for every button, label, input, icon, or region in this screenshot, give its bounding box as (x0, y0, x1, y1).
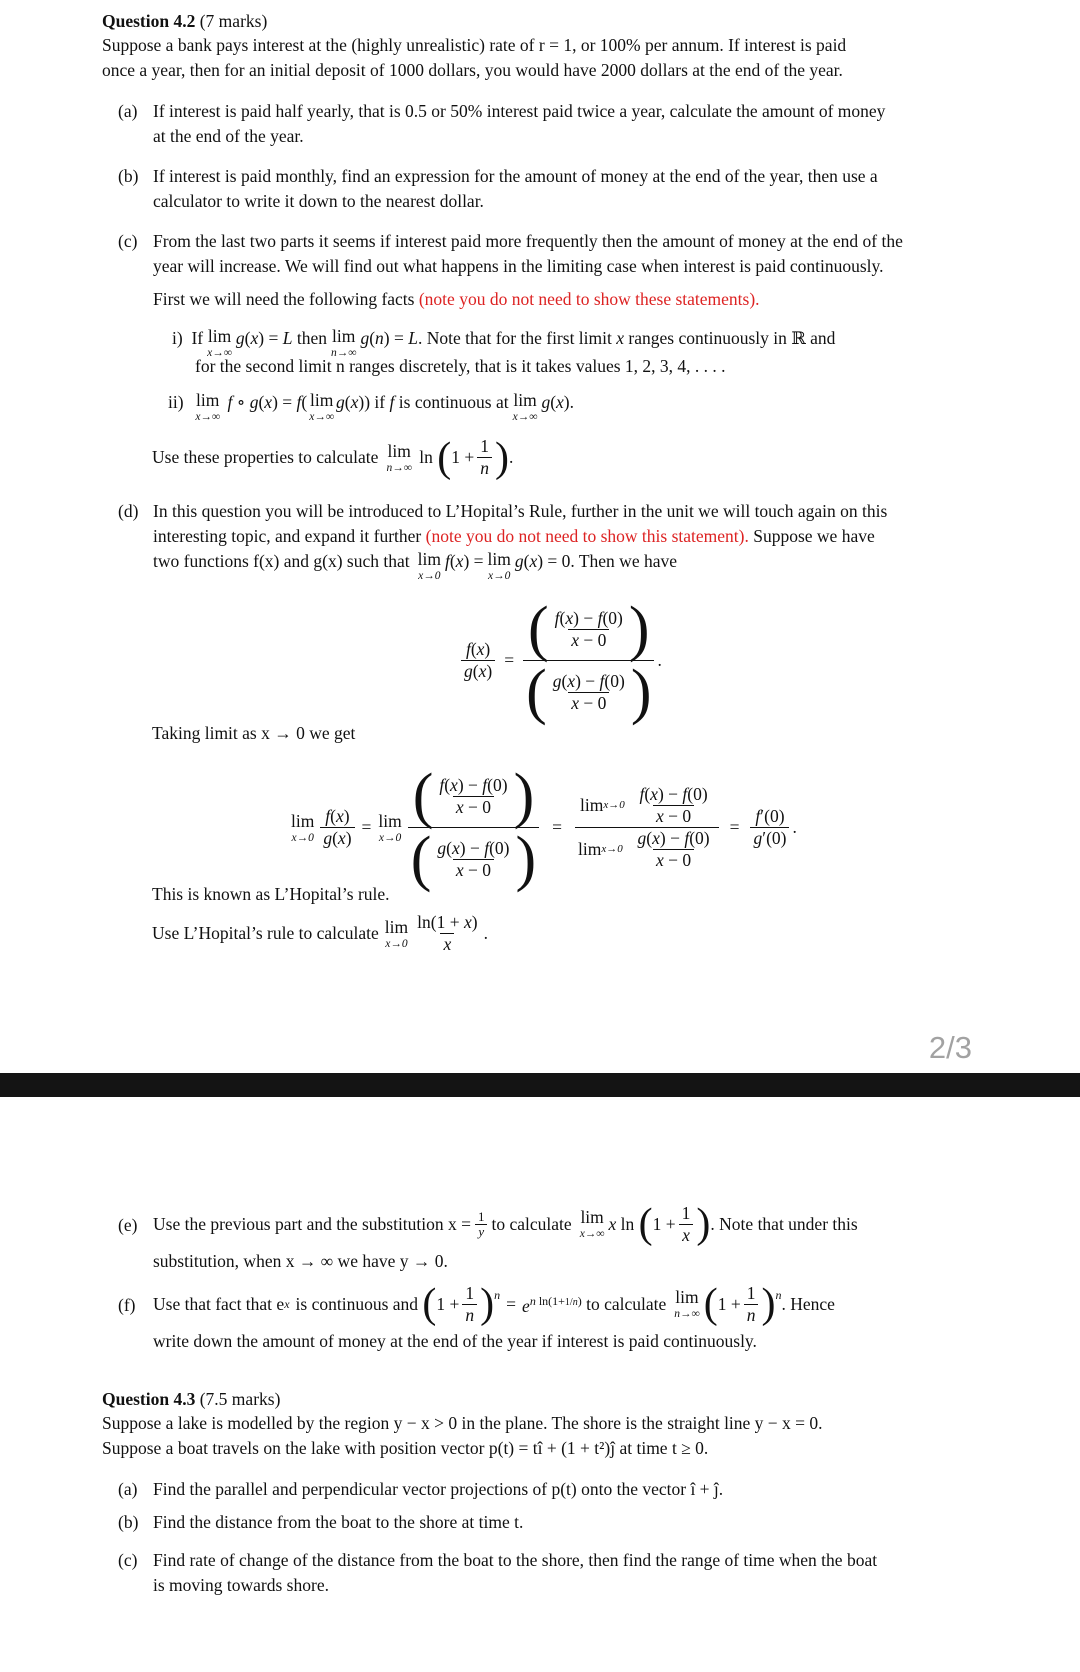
fact-ii-label: ii) (168, 392, 184, 412)
intro-line-2: once a year, then for an initial deposit of 1000 dollars, you would have 2000 dollars at the end of the year. (102, 60, 843, 80)
part-c-line-1: From the last two parts it seems if interest paid more frequently then the amount of money at the end of the (153, 231, 903, 251)
part-a-label: (a) (118, 101, 138, 121)
part-d-line-2: interesting topic, and expand it further (note you do not need to show this statement). Suppose we have (153, 526, 875, 546)
q43-part-b (118, 1510, 978, 1535)
question-4-2-header (102, 9, 978, 34)
part-c (118, 229, 978, 312)
part-c-task: Use these properties to calculate lim n→∞ ln ( 1 + $\frac{1}{n}$ ) . (152, 434, 514, 481)
q43-part-a-text: Find the parallel and perpendicular vector projections of p(t) onto the vector î + ĵ. (153, 1479, 724, 1499)
part-d-task: Use L’Hopital’s rule to calculate lim x→0 $\frac{\ln(1 + x)}{x}$ . (152, 912, 488, 954)
part-d-note: (note you do not need to show this statement). (425, 526, 749, 546)
part-f-line-1: Use that fact that e x is continuous and ( 1 + $\frac{1}{n}$ ) $^n$ = $e^{n ln(1+1/n)}$ to calculate lim n→∞ ( 1 + $\frac{1}{n}$ ) $^n$ . Hence (153, 1281, 835, 1327)
part-b-line-1: If interest is paid monthly, find an expression for the amount of money at the end of the year, then use a (153, 166, 878, 186)
fact-i-line-2: for the second limit n ranges discretely, that is it takes values 1, 2, 3, 4, . . . . (195, 356, 726, 376)
question-4-2-title: Question 4.2 (102, 11, 196, 31)
q43-part-c (118, 1548, 978, 1598)
fact-ii: ii) lim x→∞ f ∘ g ( x ) = f ( lim x→∞ g ( x )) if f is continuous at lim x→∞ g ( x ). (168, 390, 574, 423)
part-c-label: (c) (118, 231, 138, 251)
q43-part-c-label: (c) (118, 1550, 138, 1570)
part-d-taking-limit: Taking limit as x → 0 we get (152, 723, 356, 743)
q43-intro-line-1: Suppose a lake is modelled by the region y − x > 0 in the plane. The shore is the straight line y − x = 0. (102, 1413, 823, 1433)
part-d-line-3: two functions f(x) and g(x) such that lim x→0 f ( x ) = lim x→0 g ( x ) = 0. Then we have (153, 549, 677, 582)
part-e-line-2: substitution, when x → ∞ we have y → 0. (153, 1251, 448, 1271)
q43-part-c-line-2: is moving towards shore. (153, 1575, 329, 1595)
part-a-line-2: at the end of the year. (153, 126, 304, 146)
part-f (118, 1279, 978, 1354)
part-e-line-1: Use the previous part and the substitution x = $\frac{1}{y}$ to calculate lim x→∞ x ln ( 1 + $\frac{1}{x}$ ) . Note that under this (153, 1201, 858, 1247)
question-4-3-header (102, 1387, 978, 1412)
part-d-known: This is known as L’Hopital’s rule. (152, 884, 390, 904)
part-a-line-1: If interest is paid half yearly, that is 0.5 or 50% interest paid twice a year, calculate the amount of money (153, 101, 886, 121)
part-c-line-3: First we will need the following facts (note you do not need to show these statements). (153, 289, 760, 309)
part-b-line-2: calculator to write it down to the nearest dollar. (153, 191, 484, 211)
part-b (118, 164, 978, 214)
part-c-use-text: Use these properties to calculate (152, 447, 379, 467)
part-d-label: (d) (118, 501, 139, 521)
part-b-label: (b) (118, 166, 139, 186)
fact-i-label: i) (172, 328, 183, 348)
part-e (118, 1199, 978, 1274)
question-4-3-title: Question 4.3 (102, 1389, 196, 1409)
q43-intro-line-2: Suppose a boat travels on the lake with position vector p(t) = tî + (1 + t²)ĵ at time t ≥ 0. (102, 1438, 709, 1458)
equation-ratio: $\frac{f(x)}{g(x)}$ = ( $\frac{f(x) - f(0)}{x - 0}$ ) ( $\frac{g(x) - f(0)}{x - 0}$ ) . (458, 598, 662, 723)
part-d-line-1: In this question you will be introduced to L’Hopital’s Rule, further in the unit we will touch again on this (153, 501, 888, 521)
part-f-line-2: write down the amount of money at the end of the year if interest is paid continuously. (153, 1331, 757, 1351)
page-divider (0, 1073, 1080, 1097)
part-e-label: (e) (118, 1215, 138, 1235)
q43-part-b-label: (b) (118, 1512, 139, 1532)
part-a (118, 99, 978, 149)
fact-i: i) If lim x→∞ g ( x ) = L then lim n→∞ g ( n ) = L . Note that for the first limit x ranges continuously in ℝ and for the second limit n ranges discretely, that is it takes values 1, 2, 3, 4, . . . . (172, 326, 998, 379)
intro-line-1: Suppose a bank pays interest at the (highly unrealistic) rate of r = 1, or 100% per annum. If interest is paid (102, 35, 847, 55)
q43-part-a (118, 1477, 978, 1502)
q43-part-a-label: (a) (118, 1479, 138, 1499)
q43-part-b-text: Find the distance from the boat to the shore at time t. (153, 1512, 524, 1532)
question-4-2-marks: (7 marks) (199, 11, 268, 31)
question-4-3-marks: (7.5 marks) (199, 1389, 281, 1409)
part-c-line-2: year will increase. We will find out what happens in the limiting case when interest is paid continuously. (153, 256, 884, 276)
equation-lhopital: lim x→0 $\frac{f(x)}{g(x)}$ = lim x→0 ( $\frac{f(x) - f(0)}{x - 0}$ ) ( $\frac{g(x) - f(0)}{x - 0}$ ) = lim x→0 $\frac{f(x) - f(0)}{x - 0}$ lim x→0 $\frac{g(x) - f(0)}{x - 0}$ = $\frac{f'(0)}{g'(0)}$ . (291, 762, 797, 893)
question-4-2-intro (102, 33, 978, 83)
part-d-use-text: Use L’Hopital’s rule to calculate (152, 923, 379, 943)
part-d (118, 499, 978, 583)
part-f-label: (f) (118, 1295, 136, 1315)
q43-part-c-line-1: Find rate of change of the distance from the boat to the shore, then find the range of time when the boat (153, 1550, 878, 1570)
question-4-3-intro (102, 1411, 978, 1461)
page-two (0, 1097, 1080, 1672)
part-c-note: (note you do not need to show these statements). (418, 289, 760, 309)
page-number: 2/3 (928, 1030, 972, 1065)
